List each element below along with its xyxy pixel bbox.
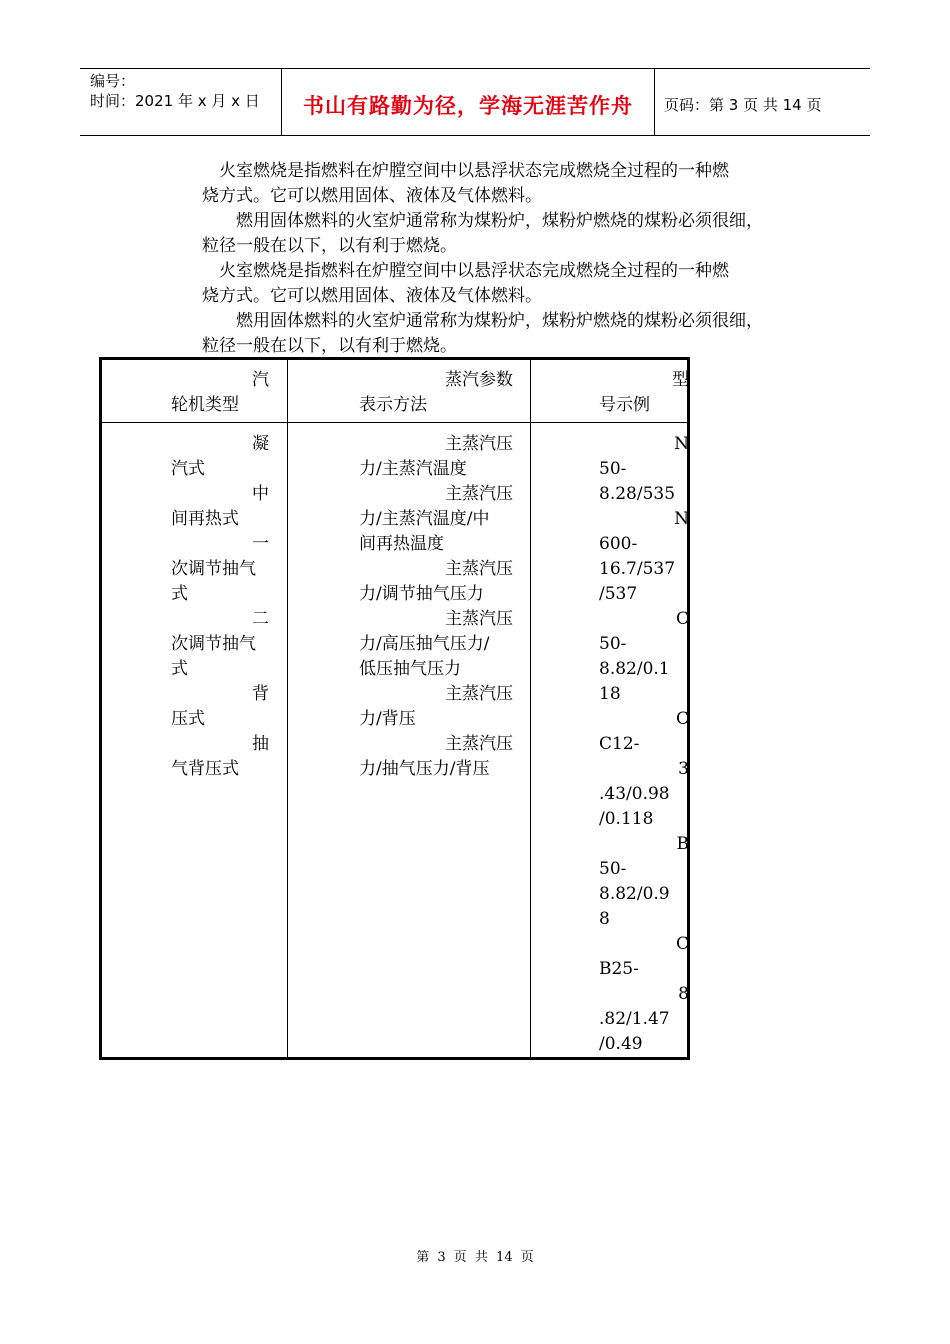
page-footer: 第 3 页 共 14 页	[416, 1250, 534, 1265]
model-example-cell-line: 50-	[599, 859, 627, 879]
paragraph-line: 燃用固体燃料的火室炉通常称为煤粉炉，煤粉炉燃烧的煤粉必须很细，	[202, 211, 763, 231]
steam-parameter-cell-line: 主蒸汽压	[445, 434, 513, 454]
model-example-cell-line: 600-	[599, 534, 638, 554]
model-example-cell-line: .43/0.98	[599, 784, 670, 804]
serial-label: 编号：	[90, 72, 136, 90]
model-example-cell-line: N	[674, 509, 689, 529]
turbine-type-cell-line: 背	[252, 684, 269, 704]
model-example-cell-line: 8	[678, 984, 689, 1004]
header-cell-model-2: 号示例	[599, 395, 650, 415]
model-example-cell-line: 8.82/0.9	[599, 884, 670, 904]
model-example-cell-line: 8	[599, 909, 610, 929]
turbine-type-cell-line: 一	[252, 534, 269, 554]
steam-parameter-cell-line: 主蒸汽压	[445, 734, 513, 754]
page-info: 页码：第 3 页 共 14 页	[664, 96, 822, 114]
table-col-divider	[530, 360, 531, 1057]
turbine-type-cell-line: 二	[252, 609, 269, 629]
paragraph-line: 粒径一般在以下，以有利于燃烧。	[202, 236, 457, 256]
table-col-divider	[287, 360, 288, 1057]
model-example-cell-line: 50-	[599, 634, 627, 654]
turbine-type-cell-line: 中	[252, 484, 269, 504]
turbine-type-cell-line: 式	[171, 659, 188, 679]
turbine-type-cell-line: 气背压式	[171, 759, 239, 779]
header-cell-param-2: 表示方法	[359, 395, 427, 415]
model-example-cell-line: B	[676, 834, 689, 854]
header-cell-type-1: 汽	[252, 370, 269, 390]
header-top-rule	[80, 68, 870, 69]
model-example-cell-line: C	[675, 934, 689, 954]
model-example-cell-line: C	[675, 709, 689, 729]
header-cell-param-1: 蒸汽参数	[445, 370, 513, 390]
model-example-cell-line: C12-	[599, 734, 640, 754]
steam-parameter-cell-line: 主蒸汽压	[445, 609, 513, 629]
steam-parameter-cell-line: 主蒸汽压	[445, 484, 513, 504]
model-example-cell-line: /0.118	[599, 809, 654, 829]
paragraph-line: 火室燃烧是指燃料在炉膛空间中以悬浮状态完成燃烧全过程的一种燃	[202, 161, 729, 181]
steam-parameter-cell-line: 力/高压抽气压力/	[359, 634, 490, 654]
model-example-cell-line: 8.28/535	[599, 484, 676, 504]
paragraph-line: 烧方式。它可以燃用固体、液体及气体燃料。	[202, 186, 542, 206]
paragraph-line: 粒径一般在以下，以有利于燃烧。	[202, 336, 457, 356]
model-example-cell-line: 18	[599, 684, 621, 704]
table-header-divider	[102, 422, 687, 423]
turbine-type-cell-line: 抽	[252, 734, 269, 754]
steam-parameter-cell-line: 主蒸汽压	[445, 684, 513, 704]
header-cell-model-1: 型	[672, 370, 689, 390]
paragraph-line: 燃用固体燃料的火室炉通常称为煤粉炉，煤粉炉燃烧的煤粉必须很细，	[202, 311, 763, 331]
steam-parameter-cell-line: 力/抽气压力/背压	[359, 759, 490, 779]
header-divider-right	[654, 68, 655, 136]
model-example-cell-line: 50-	[599, 459, 627, 479]
model-example-cell-line: .82/1.47	[599, 1009, 670, 1029]
model-example-cell-line: /537	[599, 584, 638, 604]
paragraph-line: 火室燃烧是指燃料在炉膛空间中以悬浮状态完成燃烧全过程的一种燃	[202, 261, 729, 281]
time-label: 时间：2021 年 x 月 x 日	[90, 92, 260, 110]
turbine-table	[99, 357, 690, 1060]
header-bottom-rule	[80, 135, 870, 136]
model-example-cell-line: /0.49	[599, 1034, 643, 1054]
turbine-type-cell-line: 间再热式	[171, 509, 239, 529]
steam-parameter-cell-line: 间再热温度	[359, 534, 444, 554]
model-example-cell-line: C	[675, 609, 689, 629]
motto-text: 书山有路勤为径，学海无涯苦作舟	[303, 94, 633, 118]
steam-parameter-cell-line: 力/调节抽气压力	[359, 584, 484, 604]
turbine-type-cell-line: 次调节抽气	[171, 634, 256, 654]
turbine-type-cell-line: 压式	[171, 709, 205, 729]
turbine-type-cell-line: 凝	[252, 434, 269, 454]
turbine-type-cell-line: 次调节抽气	[171, 559, 256, 579]
paragraph-line: 烧方式。它可以燃用固体、液体及气体燃料。	[202, 286, 542, 306]
steam-parameter-cell-line: 力/主蒸汽温度/中	[359, 509, 490, 529]
steam-parameter-cell-line: 主蒸汽压	[445, 559, 513, 579]
model-example-cell-line: 3	[678, 759, 689, 779]
steam-parameter-cell-line: 低压抽气压力	[359, 659, 461, 679]
steam-parameter-cell-line: 力/背压	[359, 709, 416, 729]
steam-parameter-cell-line: 力/主蒸汽温度	[359, 459, 467, 479]
model-example-cell-line: 8.82/0.1	[599, 659, 670, 679]
model-example-cell-line: 16.7/537	[599, 559, 676, 579]
header-cell-type-2: 轮机类型	[171, 395, 239, 415]
turbine-type-cell-line: 汽式	[171, 459, 205, 479]
turbine-type-cell-line: 式	[171, 584, 188, 604]
model-example-cell-line: B25-	[599, 959, 639, 979]
model-example-cell-line: N	[674, 434, 689, 454]
